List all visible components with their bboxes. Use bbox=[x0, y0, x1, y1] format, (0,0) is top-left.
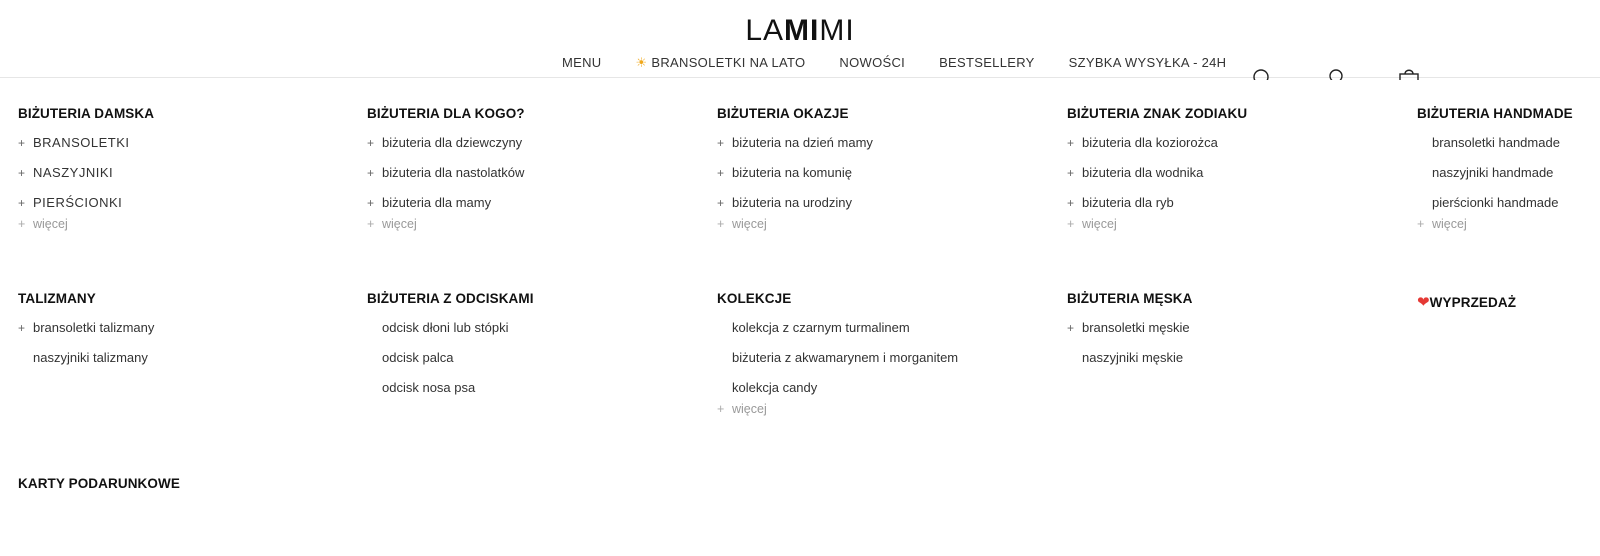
expand-plus-icon[interactable]: + bbox=[367, 136, 375, 150]
more-plus-icon: + bbox=[18, 217, 26, 231]
expand-plus-icon[interactable]: + bbox=[367, 166, 375, 180]
menu-list bbox=[1067, 318, 1387, 378]
more-plus-icon: + bbox=[1067, 217, 1075, 231]
menu-heading[interactable]: KOLEKCJE bbox=[717, 291, 792, 306]
menu-item[interactable]: + biżuteria na dzień mamy bbox=[717, 133, 1037, 163]
menu-item[interactable]: naszyjniki talizmany bbox=[33, 350, 148, 365]
expand-plus-icon[interactable]: + bbox=[1067, 166, 1075, 180]
menu-list bbox=[367, 133, 687, 223]
menu-column-karty-podarunkowe bbox=[18, 474, 338, 494]
expand-plus-icon[interactable]: + bbox=[717, 166, 725, 180]
menu-column-bizuteria-znak-zodiaku bbox=[1067, 104, 1387, 232]
more-plus-icon: + bbox=[717, 402, 725, 416]
menu-item[interactable]: + bransoletki talizmany bbox=[18, 318, 338, 348]
menu-item[interactable]: naszyjniki handmade bbox=[1432, 165, 1554, 180]
menu-item[interactable]: biżuteria z akwamarynem i morganitem bbox=[732, 350, 959, 365]
menu-column-bizuteria-damska bbox=[18, 104, 338, 232]
expand-plus-icon[interactable]: + bbox=[1067, 321, 1075, 335]
menu-heading[interactable]: BIŻUTERIA DAMSKA bbox=[18, 106, 155, 121]
menu-item[interactable]: + biżuteria na urodziny bbox=[717, 193, 1037, 223]
nav-item-summer-bracelets[interactable]: ☀ BRANSOLETKI NA LATO bbox=[635, 55, 806, 70]
show-more-link[interactable]: + więcej bbox=[18, 217, 68, 231]
menu-item[interactable]: odcisk dłoni lub stópki bbox=[382, 320, 509, 335]
menu-item[interactable]: kolekcja z czarnym turmalinem bbox=[732, 320, 910, 335]
menu-item[interactable]: + biżuteria dla koziorożca bbox=[1067, 133, 1387, 163]
menu-list bbox=[1417, 133, 1600, 223]
expand-plus-icon[interactable]: + bbox=[18, 196, 26, 210]
sun-icon: ☀ bbox=[635, 55, 648, 70]
menu-heading[interactable]: BIŻUTERIA DLA KOGO? bbox=[367, 106, 525, 121]
show-more-link[interactable]: + więcej bbox=[1417, 217, 1467, 231]
menu-heading[interactable]: BIŻUTERIA Z ODCISKAMI bbox=[367, 291, 534, 306]
menu-column-bizuteria-okazje bbox=[717, 104, 1037, 232]
main-nav bbox=[562, 55, 1226, 71]
menu-list bbox=[18, 133, 338, 223]
menu-item[interactable]: + bransoletki męskie bbox=[1067, 318, 1387, 348]
menu-heading[interactable]: TALIZMANY bbox=[18, 291, 96, 306]
expand-plus-icon[interactable]: + bbox=[1067, 196, 1075, 210]
menu-column-bizuteria-dla-kogo bbox=[367, 104, 687, 232]
menu-list bbox=[717, 133, 1037, 223]
menu-item[interactable]: bransoletki handmade bbox=[1432, 135, 1560, 150]
menu-column-kolekcje bbox=[717, 289, 1037, 417]
nav-item-new[interactable]: NOWOŚCI bbox=[839, 55, 906, 70]
menu-item[interactable]: naszyjniki męskie bbox=[1082, 350, 1184, 365]
nav-item-menu[interactable]: MENU bbox=[562, 55, 602, 70]
menu-item[interactable]: + NASZYJNIKI bbox=[18, 163, 338, 193]
menu-item[interactable]: pierścionki handmade bbox=[1432, 195, 1559, 210]
menu-list bbox=[717, 318, 1037, 408]
menu-list bbox=[367, 318, 687, 408]
show-more-link[interactable]: + więcej bbox=[367, 217, 417, 231]
show-more-link[interactable]: + więcej bbox=[717, 402, 767, 416]
menu-item[interactable]: + biżuteria dla ryb bbox=[1067, 193, 1387, 223]
menu-item[interactable]: + biżuteria dla dziewczyny bbox=[367, 133, 687, 163]
menu-item[interactable]: + BRANSOLETKI bbox=[18, 133, 338, 163]
nav-item-bestsellers[interactable]: BESTSELLERY bbox=[939, 55, 1035, 70]
menu-column-talizmany bbox=[18, 289, 338, 378]
menu-heading[interactable]: BIŻUTERIA HANDMADE bbox=[1417, 106, 1573, 121]
show-more-link[interactable]: + więcej bbox=[1067, 217, 1117, 231]
expand-plus-icon[interactable]: + bbox=[18, 166, 26, 180]
menu-heading[interactable]: ❤WYPRZEDAŻ bbox=[1417, 294, 1517, 311]
menu-heading[interactable]: KARTY PODARUNKOWE bbox=[18, 476, 180, 491]
menu-item[interactable]: + PIERŚCIONKI bbox=[18, 193, 338, 223]
menu-item[interactable]: odcisk nosa psa bbox=[382, 380, 476, 395]
nav-item-fast-shipping[interactable]: SZYBKA WYSYŁKA - 24H bbox=[1068, 55, 1227, 70]
menu-column-bizuteria-meska bbox=[1067, 289, 1387, 378]
expand-plus-icon[interactable]: + bbox=[1067, 136, 1075, 150]
menu-item[interactable]: odcisk palca bbox=[382, 350, 454, 365]
brand-logo[interactable]: LAMIMI bbox=[745, 14, 855, 47]
menu-item[interactable]: kolekcja candy bbox=[732, 380, 818, 395]
expand-plus-icon[interactable]: + bbox=[717, 136, 725, 150]
more-plus-icon: + bbox=[717, 217, 725, 231]
expand-plus-icon[interactable]: + bbox=[717, 196, 725, 210]
menu-column-bizuteria-handmade bbox=[1417, 104, 1600, 232]
menu-list bbox=[1067, 133, 1387, 223]
more-plus-icon: + bbox=[367, 217, 375, 231]
expand-plus-icon[interactable]: + bbox=[367, 196, 375, 210]
menu-column-bizuteria-z-odciskami bbox=[367, 289, 687, 408]
heart-icon: ❤ bbox=[1417, 294, 1430, 311]
menu-item[interactable]: + biżuteria na komunię bbox=[717, 163, 1037, 193]
expand-plus-icon[interactable]: + bbox=[18, 321, 26, 335]
menu-item[interactable]: + biżuteria dla wodnika bbox=[1067, 163, 1387, 193]
menu-item[interactable]: + biżuteria dla mamy bbox=[367, 193, 687, 223]
expand-plus-icon[interactable]: + bbox=[18, 136, 26, 150]
menu-column-wyprzedaz bbox=[1417, 293, 1600, 313]
menu-heading[interactable]: BIŻUTERIA MĘSKA bbox=[1067, 291, 1193, 306]
menu-heading[interactable]: BIŻUTERIA ZNAK ZODIAKU bbox=[1067, 106, 1248, 121]
site-header bbox=[0, 0, 1600, 78]
mega-menu bbox=[0, 79, 1600, 556]
menu-list bbox=[18, 318, 338, 378]
menu-heading[interactable]: BIŻUTERIA OKAZJE bbox=[717, 106, 849, 121]
menu-item[interactable]: + biżuteria dla nastolatków bbox=[367, 163, 687, 193]
more-plus-icon: + bbox=[1417, 217, 1425, 231]
show-more-link[interactable]: + więcej bbox=[717, 217, 767, 231]
